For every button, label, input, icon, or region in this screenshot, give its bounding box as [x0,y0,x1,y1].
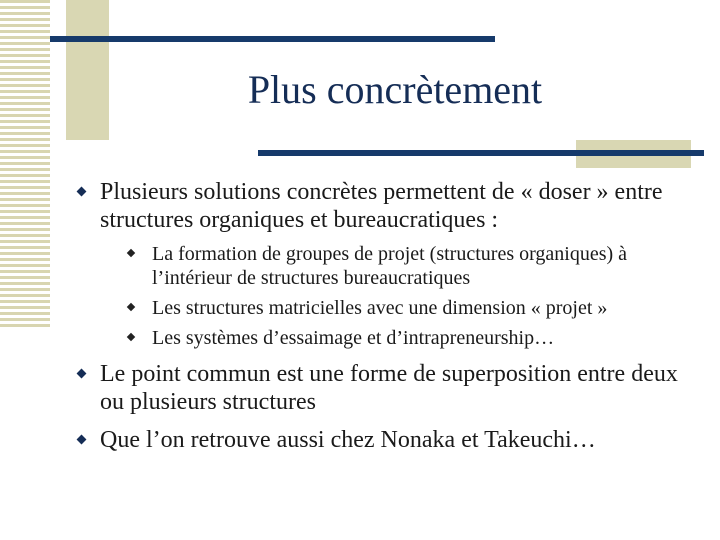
decorative-bar-bottom [258,150,704,156]
slide-title: Plus concrètement [247,67,543,112]
slide-content [78,178,698,464]
sub-bullet-text: Les systèmes d’essaimage et d’intrapreneurship… [152,327,555,349]
decorative-bar-top [50,36,495,42]
sub-bullet-item [128,326,698,350]
sub-bullet-item [128,242,698,290]
sub-bullet-list [128,242,698,350]
sub-bullet-item [128,296,698,320]
sub-bullet-text: La formation de groupes de projet (structures organiques) à l’intérieur de structures bureaucratiques [152,243,628,289]
square-bullet-icon [127,249,135,257]
square-bullet-icon [127,333,135,341]
bullet-text: Que l’on retrouve aussi chez Nonaka et Takeuchi… [100,427,596,453]
sub-bullet-text: Les structures matricielles avec une dimension « projet » [152,297,608,319]
bullet-item [78,426,698,454]
diamond-bullet-icon [77,369,87,379]
decorative-block [66,0,109,140]
bullet-item [78,360,698,416]
bullet-text: Le point commun est une forme de superposition entre deux ou plusieurs structures [100,361,678,415]
square-bullet-icon [127,303,135,311]
bullet-item [78,178,698,350]
bullet-text: Plusieurs solutions concrètes permettent de « doser » entre structures organiques et bureaucratiques : [100,179,663,233]
decorative-stripes [0,0,50,330]
diamond-bullet-icon [77,435,87,445]
diamond-bullet-icon [77,187,87,197]
